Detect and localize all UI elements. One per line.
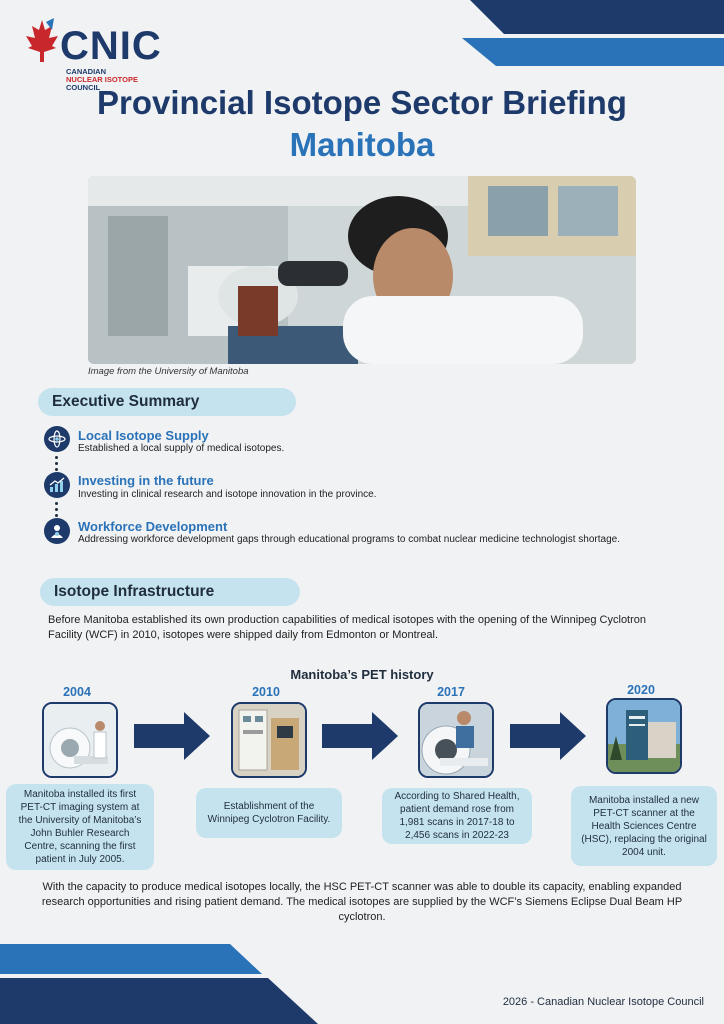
timeline-desc-2004: Manitoba installed its first PET-CT imaging system at the University of Manitoba’s John Buhler Research Centre, scanning the first patient in July 2005. xyxy=(6,784,154,870)
logo-subtitle: CANADIAN NUCLEAR ISOTOPE COUNCIL xyxy=(66,67,138,92)
summary-title-local-supply: Local Isotope Supply xyxy=(78,428,209,443)
lab-photo xyxy=(88,176,636,364)
timeline-year-2004: 2004 xyxy=(63,685,91,699)
timeline-desc-2020: Manitoba installed a new PET-CT scanner at the Health Sciences Centre (HSC), replacing the original 2004 unit. xyxy=(571,786,717,866)
logo-wordmark: CNIC xyxy=(60,24,162,68)
province-title: Manitoba xyxy=(289,126,435,163)
footer-copyright: 2026 - Canadian Nuclear Isotope Council xyxy=(502,996,704,1008)
maple-leaf-icon xyxy=(22,16,62,64)
timeline-year-2010: 2010 xyxy=(252,685,280,699)
timeline-heading: Manitoba’s PET history xyxy=(290,667,434,682)
timeline-desc-2017: According to Shared Health, patient demand rose from 1,981 scans in 2017-18 to 2,456 scans in 2022-23 xyxy=(382,788,532,844)
summary-desc-local-supply: Established a local supply of medical isotopes. xyxy=(78,443,285,454)
exec-summary-heading: Executive Summary xyxy=(38,388,296,416)
cnic-logo xyxy=(22,10,192,90)
growth-chart-icon xyxy=(44,472,70,498)
timeline-year-2017: 2017 xyxy=(437,685,465,699)
summary-title-investing: Investing in the future xyxy=(78,473,214,488)
people-gear-icon xyxy=(44,518,70,544)
infrastructure-heading: Isotope Infrastructure xyxy=(40,578,300,606)
timeline-arrow-3 xyxy=(510,712,586,760)
summary-desc-workforce: Addressing workforce development gaps through educational programs to combat nuclear medicine technologist shortage. xyxy=(78,534,620,545)
header-decor-bands xyxy=(440,0,724,70)
cyclotron-facility-image xyxy=(231,702,307,778)
page-title: Provincial Isotope Sector Briefing xyxy=(97,84,627,121)
closing-paragraph: With the capacity to produce medical isotopes locally, the HSC PET-CT scanner was able to double its capacity, enabling expanded research opportunities and rising patient demand. The medical isotopes are supplied by the WCF’s Siemens Eclipse Dual Beam HP cyclotron. xyxy=(41,881,683,923)
hsc-building-image xyxy=(606,698,682,774)
timeline-year-2020: 2020 xyxy=(627,683,655,697)
infrastructure-intro: Before Manitoba established its own production capabilities of medical isotopes with the opening of the Winnipeg Cyclotron Facility (WCF) in 2010, isotopes were shipped daily from Edmonton or Montreal. xyxy=(48,614,647,641)
summary-desc-investing: Investing in clinical research and isotope innovation in the province. xyxy=(78,489,377,500)
timeline-desc-2010: Establishment of the Winnipeg Cyclotron Facility. xyxy=(196,788,342,838)
atom-icon xyxy=(44,426,70,452)
footer-decor-bands xyxy=(0,944,330,1024)
patient-scan-image xyxy=(418,702,494,778)
pet-scanner-2004-image xyxy=(42,702,118,778)
timeline-arrow-2 xyxy=(322,712,398,760)
photo-caption: Image from the University of Manitoba xyxy=(88,366,249,377)
summary-title-workforce: Workforce Development xyxy=(78,519,228,534)
timeline-arrow-1 xyxy=(134,712,210,760)
